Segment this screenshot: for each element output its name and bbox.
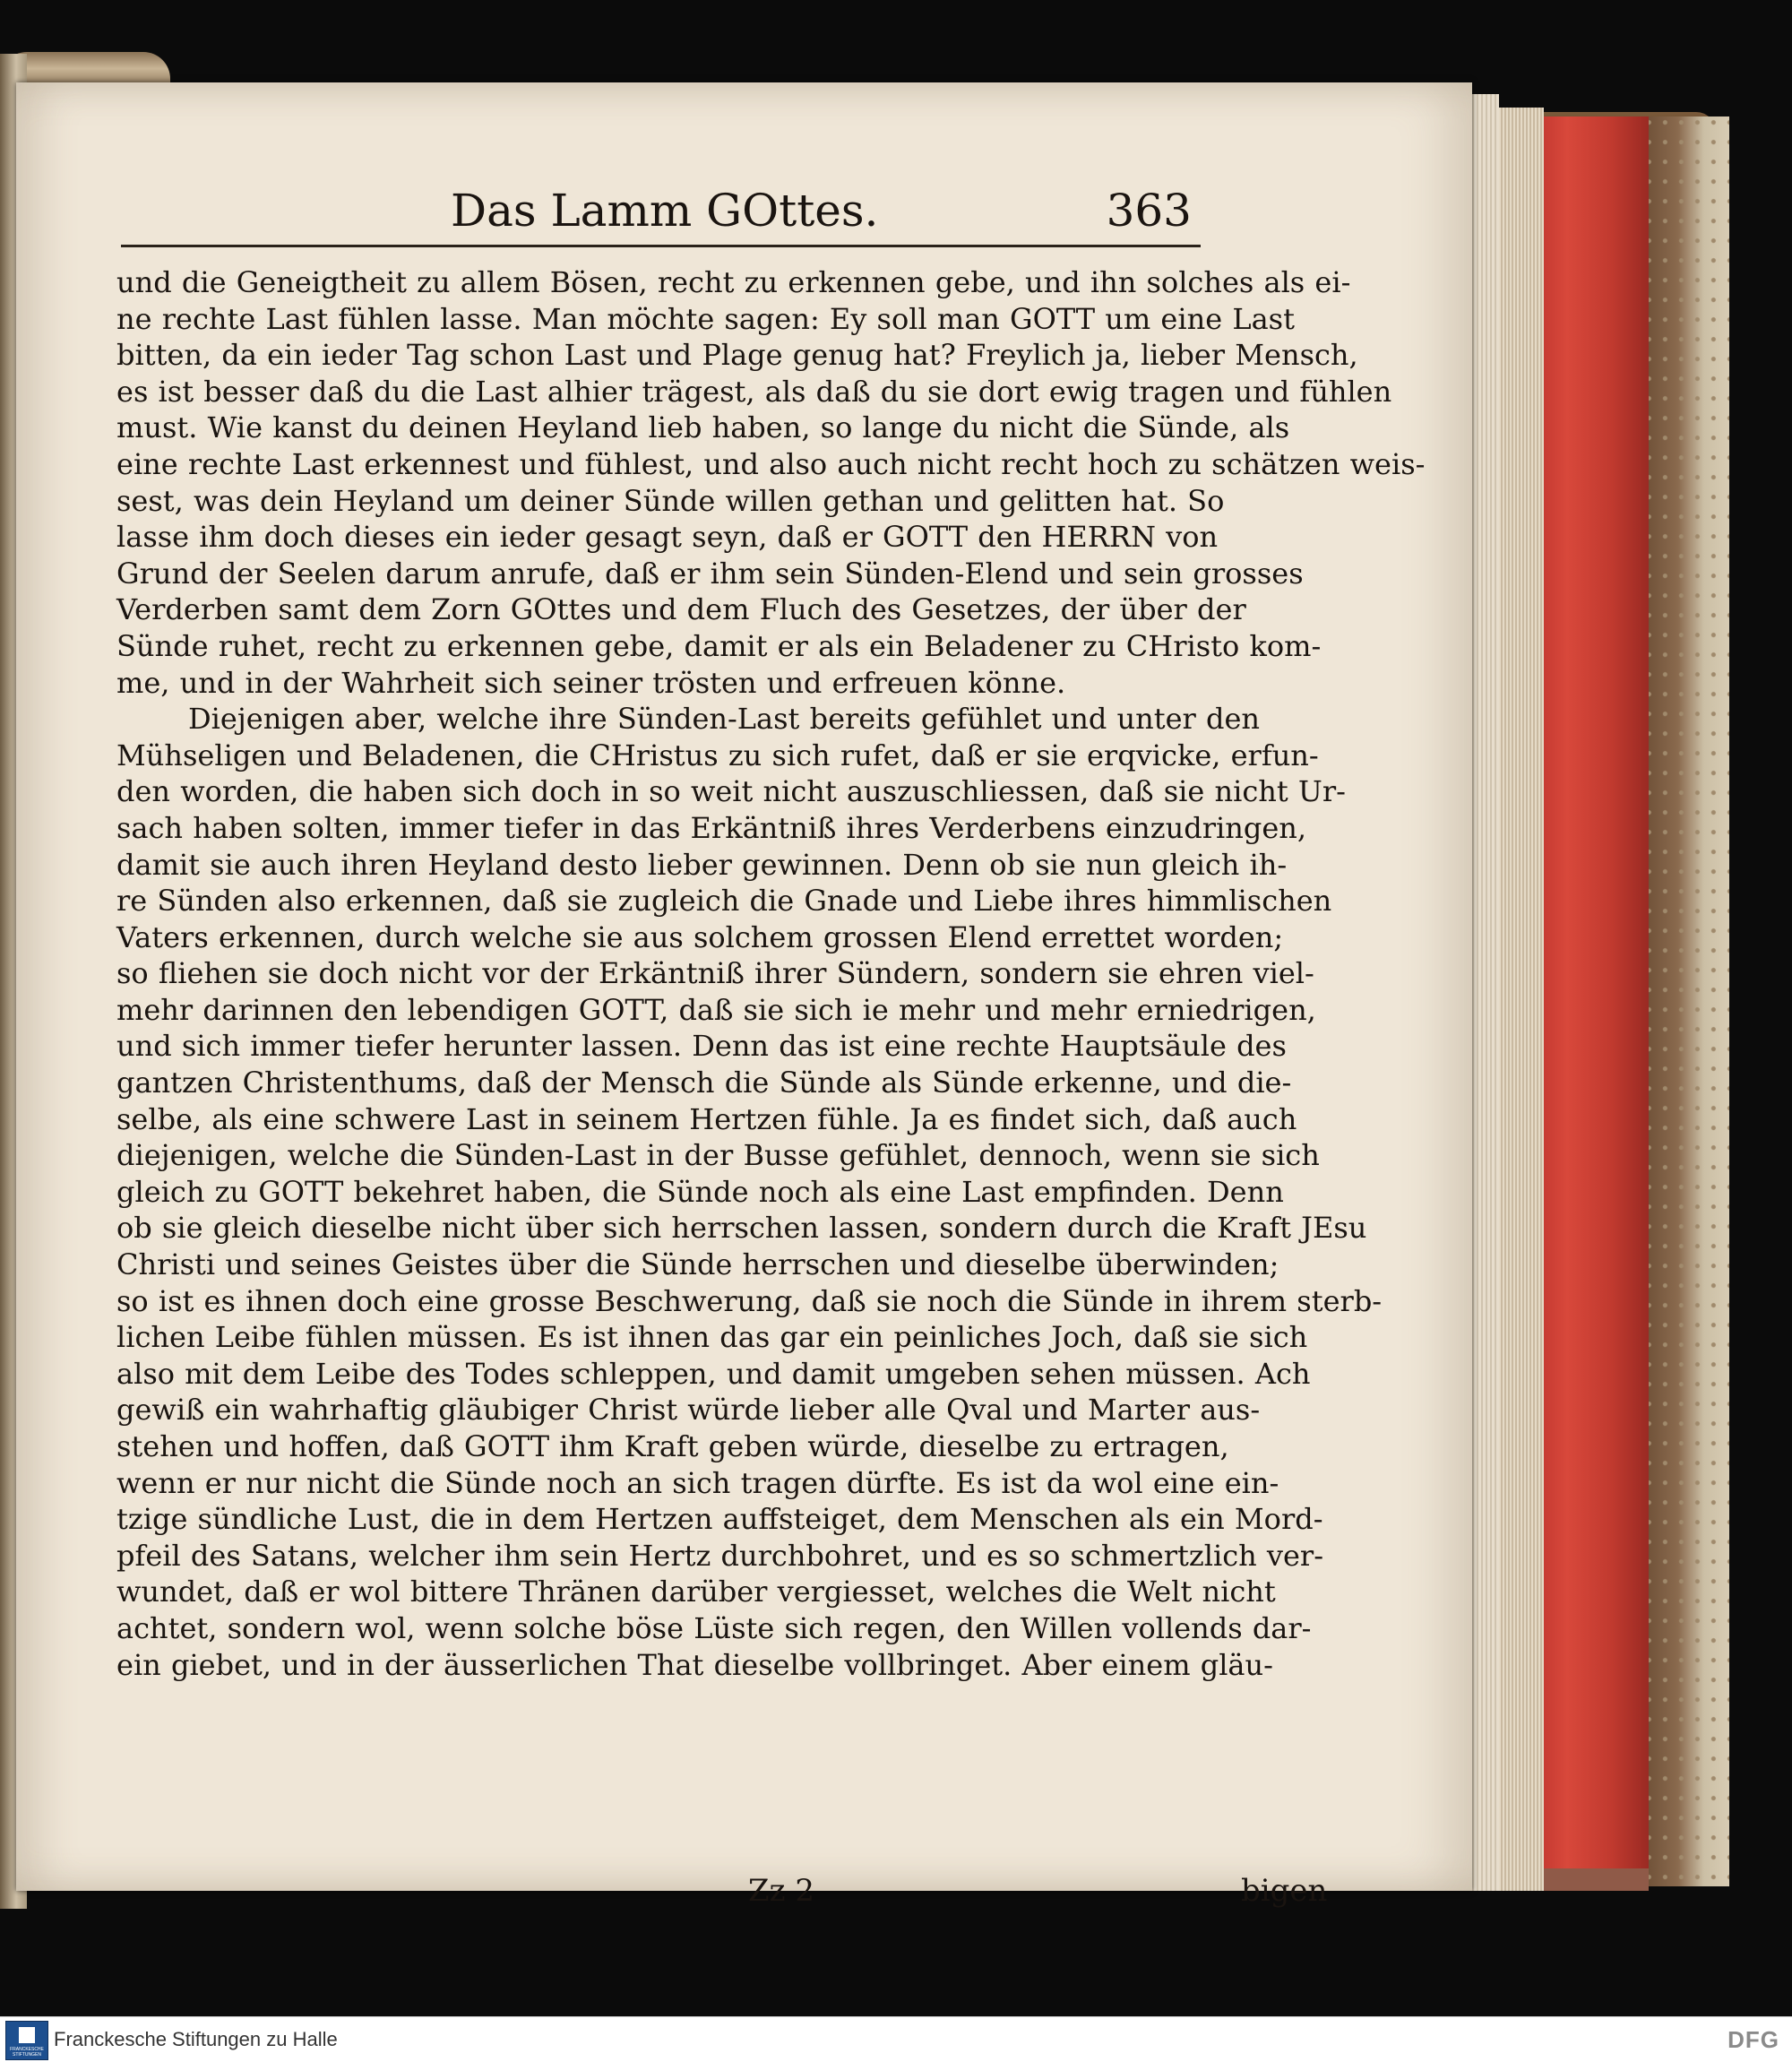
viewer-footer-bar	[0, 2016, 1792, 2062]
text-line: und sich immer tiefer herunter lassen. Denn das ist eine rechte Hauptsäule des	[116, 1029, 1287, 1064]
back-cover	[1644, 116, 1729, 1886]
text-line: ob sie gleich dieselbe nicht über sich herrschen lassen, sondern durch die Kraft JEsu	[116, 1211, 1367, 1246]
text-line: Verderben samt dem Zorn GOttes und dem Fluch des Gesetzes, der über der	[116, 592, 1246, 627]
text-line: so ist es ihnen doch eine grosse Beschwerung, daß sie noch die Sünde in ihrem sterb-	[116, 1283, 1383, 1318]
text-line: eine rechte Last erkennest und fühlest, und also auch nicht recht hoch zu schätzen weis-	[116, 446, 1426, 481]
text-line: Diejenigen aber, welche ihre Sünden-Last bereits gefühlet und unter den	[188, 702, 1260, 737]
dfg-logo[interactable]: DFG	[1727, 2026, 1779, 2053]
text-line: also mit dem Leibe des Todes schleppen, und damit umgeben sehen müssen. Ach	[116, 1356, 1311, 1391]
text-line: selbe, als eine schwere Last in seinem Hertzen fühle. Ja es findet sich, daß auch	[116, 1101, 1297, 1136]
text-line: ne rechte Last fühlen lasse. Man möchte sagen: Ey soll man GOTT um eine Last	[116, 301, 1295, 336]
text-line: diejenigen, welche die Sünden-Last in der Busse gefühlet, dennoch, wenn sie sich	[116, 1138, 1320, 1173]
text-line: re Sünden also erkennen, daß sie zugleich die Gnade und Liebe ihres himmlischen	[116, 884, 1332, 919]
body-text	[116, 264, 1426, 1683]
institution-logo[interactable]	[5, 2021, 48, 2060]
text-line: must. Wie kanst du deinen Heyland lieb haben, so lange du nicht die Sünde, als	[116, 410, 1290, 445]
text-line: Grund der Seelen darum anrufe, daß er ihm sein Sünden-Elend und sein grosses	[116, 556, 1304, 591]
text-line: sach haben solten, immer tiefer in das Erkäntniß ihres Verderbens einzudringen,	[116, 810, 1307, 845]
page-number: 363	[1106, 185, 1192, 237]
text-line: Mühseligen und Beladenen, die CHristus zu sich rufet, daß er sie erqvicke, erfun-	[116, 738, 1319, 772]
logo-mark-icon	[19, 2027, 35, 2043]
catchword: bigen	[1241, 1873, 1328, 1909]
text-line: wenn er nur nicht die Sünde noch an sich tragen dürfte. Es ist da wol eine ein-	[116, 1465, 1279, 1500]
text-line: damit sie auch ihren Heyland desto lieber gewinnen. Denn ob sie nun gleich ih-	[116, 847, 1288, 882]
text-line: und die Geneigtheit zu allem Bösen, recht zu erkennen gebe, und ihn solches als ei-	[116, 265, 1351, 299]
text-line: den worden, die haben sich doch in so weit nicht auszuschliessen, daß sie nicht Ur-	[116, 774, 1346, 809]
text-line: stehen und hoffen, daß GOTT ihm Kraft geben würde, dieselbe zu ertragen,	[116, 1429, 1229, 1463]
text-line: so fliehen sie doch nicht vor der Erkäntniß ihrer Sündern, sondern sie ehren viel-	[116, 956, 1314, 991]
page-stack	[1492, 108, 1544, 1891]
text-line: pfeil des Satans, welcher ihm sein Hertz durchbohret, und es so schmertzlich ver-	[116, 1538, 1324, 1573]
institution-name[interactable]: Franckesche Stiftungen zu Halle	[54, 2028, 338, 2050]
text-line: ein giebet, und in der äusserlichen That dieselbe vollbringet. Aber einem gläu-	[116, 1647, 1273, 1682]
text-line: Christi und seines Geistes über die Sünde herrschen und dieselbe überwinden;	[116, 1247, 1279, 1282]
text-line: achtet, sondern wol, wenn solche böse Lüste sich regen, den Willen vollends dar-	[116, 1610, 1312, 1645]
text-line: sest, was dein Heyland um deiner Sünde willen gethan und gelitten hat. So	[116, 483, 1225, 518]
text-line: Vaters erkennen, durch welche sie aus solchem grossen Elend errettet worden;	[116, 919, 1284, 954]
text-line: gewiß ein wahrhaftig gläubiger Christ würde lieber alle Qval und Marter aus-	[116, 1393, 1261, 1428]
header-rule	[121, 245, 1201, 247]
page-header	[116, 184, 1205, 254]
page-text-block	[116, 184, 1426, 1909]
text-line: tzige sündliche Lust, die in dem Hertzen auffsteiget, dem Menschen als ein Mord-	[116, 1502, 1323, 1537]
text-line: gleich zu GOTT bekehret haben, die Sünde noch als eine Last empfinden. Denn	[116, 1174, 1284, 1209]
text-line: gantzen Christenthums, daß der Mensch die Sünde als Sünde erkenne, und die-	[116, 1066, 1292, 1100]
signature-mark: Zz 2	[748, 1873, 814, 1909]
logo-text: FRANCKESCHE STIFTUNGEN	[10, 2047, 44, 2058]
text-line: lasse ihm doch dieses ein ieder gesagt seyn, daß er GOTT den HERRN von	[116, 520, 1219, 555]
running-head: Das Lamm GOttes.	[451, 185, 879, 237]
text-line: Sünde ruhet, recht zu erkennen gebe, damit er als ein Beladener zu CHristo kom-	[116, 628, 1322, 663]
text-line: lichen Leibe fühlen müssen. Es ist ihnen das gar ein peinliches Joch, daß sie sich	[116, 1320, 1308, 1355]
text-line: me, und in der Wahrheit sich seiner trösten und erfreuen könne.	[116, 665, 1066, 700]
text-line: wundet, daß er wol bittere Thränen darüber vergiesset, welches die Welt nicht	[116, 1575, 1276, 1609]
text-line: mehr darinnen den lebendigen GOTT, daß sie sich ie mehr und mehr erniedrigen,	[116, 992, 1316, 1027]
text-line: es ist besser daß du die Last alhier trägest, als daß du sie dort ewig tragen und fühlen	[116, 374, 1392, 409]
text-line: bitten, da ein ieder Tag schon Last und Plage genug hat? Freylich ja, lieber Mensch,	[116, 338, 1358, 373]
